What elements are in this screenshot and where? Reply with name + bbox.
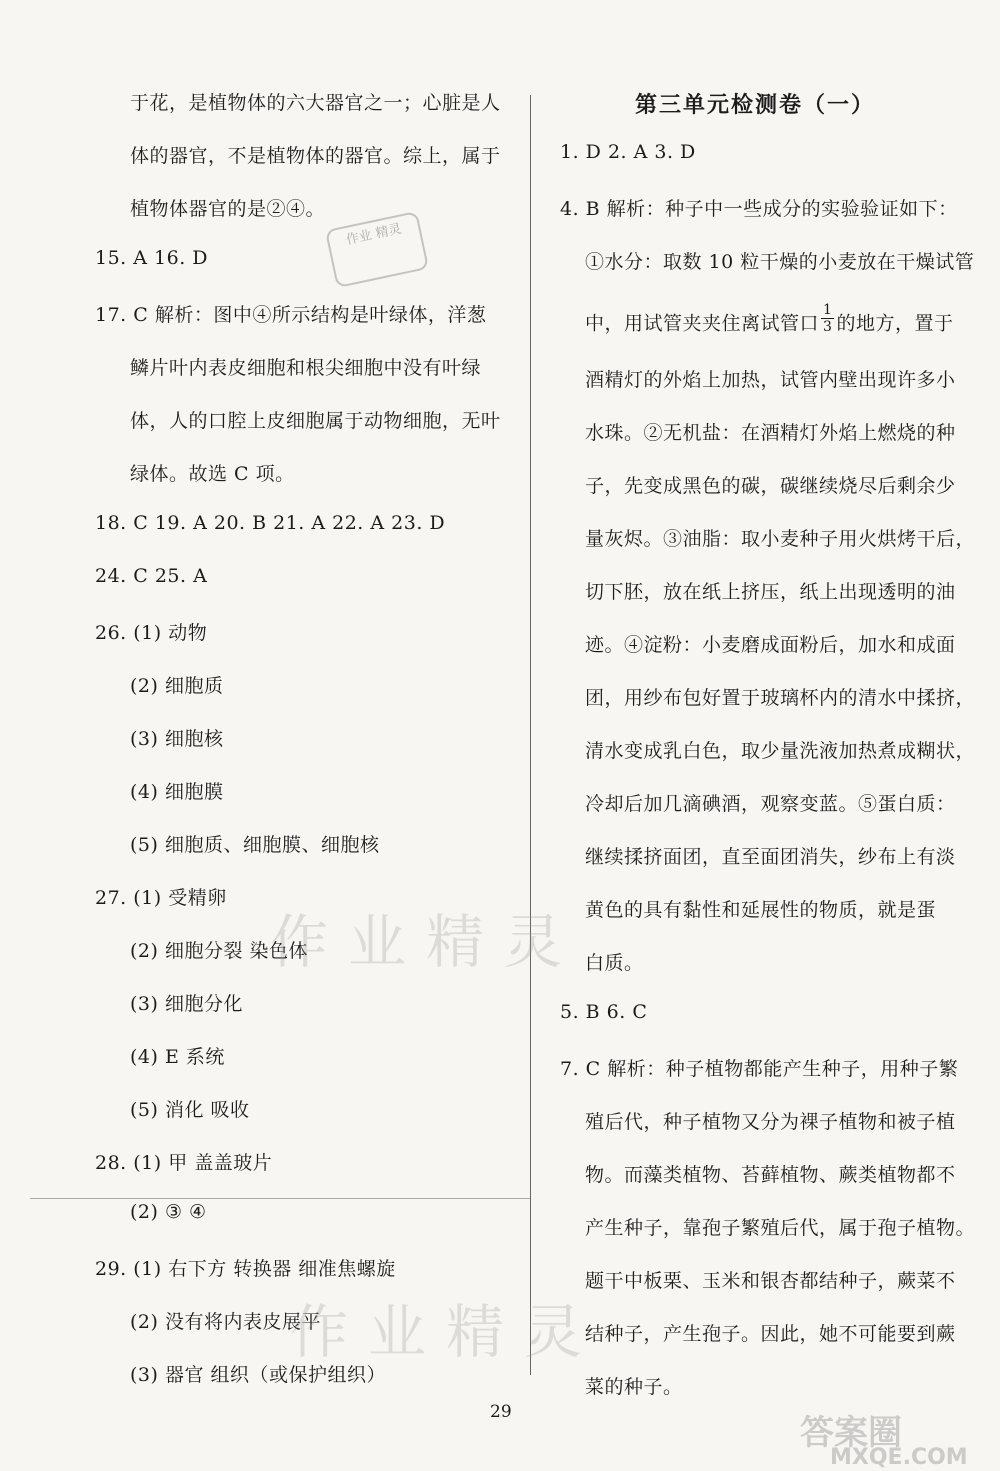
answer-line: 团，用纱布包好置于玻璃杯内的清水中揉挤， <box>585 687 976 709</box>
section-title: 第三单元检测卷（一） <box>635 92 876 118</box>
answer-line: (5) 细胞质、细胞膜、细胞核 <box>130 834 380 856</box>
corner-logo: 答案圈 <box>800 1413 902 1453</box>
fraction <box>821 302 834 335</box>
answer-line: 24. C 25. A <box>95 565 208 587</box>
answer-line: (4) 细胞膜 <box>130 781 224 803</box>
answer-line: (5) 消化 吸收 <box>130 1099 250 1121</box>
answer-line: 4. B 解析：种子中一些成分的实验验证如下： <box>560 198 958 220</box>
answer-line: (3) 细胞分化 <box>130 993 243 1015</box>
answer-line: (2) 细胞质 <box>130 675 224 697</box>
answer-line: 量灰烬。③油脂：取小麦种子用火烘烤干后， <box>585 528 976 550</box>
answer-line: 白质。 <box>585 952 644 974</box>
answer-line: 5. B 6. C <box>560 1001 648 1023</box>
answer-line: 菜的种子。 <box>585 1376 683 1398</box>
watermark: 作业精灵 <box>270 908 583 976</box>
text-segment: 中，用试管夹夹住离试管口 <box>585 312 820 335</box>
answer-line: 子，先变成黑色的碳，碳继续烧尽后剩余少 <box>585 475 956 497</box>
answer-line: 题干中板栗、玉米和银杏都结种子，蕨菜不 <box>585 1270 956 1292</box>
answer-line: (4) E 系统 <box>130 1046 225 1068</box>
answer-line: 物。而藻类植物、苔藓植物、蕨类植物都不 <box>585 1164 956 1186</box>
answer-line: 植物体器官的是②④。 <box>130 198 326 220</box>
answer-line: (2) ③ ④ <box>130 1201 207 1223</box>
answer-line-with-fraction <box>585 302 954 341</box>
answer-line: 体，人的口腔上皮细胞属于动物细胞，无叶 <box>130 410 501 432</box>
watermark: 作业精灵 <box>290 1298 603 1366</box>
watermark-stamp: 作业 精灵 <box>325 211 429 288</box>
answer-line: 水珠。②无机盐：在酒精灯外焰上燃烧的种 <box>585 422 956 444</box>
answer-line: 18. C 19. A 20. B 21. A 22. A 23. D <box>95 512 446 534</box>
answer-line: 产生种子，靠孢子繁殖后代，属于孢子植物。 <box>585 1217 976 1239</box>
answer-line: 7. C 解析：种子植物都能产生种子，用种子繁 <box>560 1058 959 1080</box>
answer-line: 殖后代，种子植物又分为裸子植物和被子植 <box>585 1111 956 1133</box>
answer-line: 28. (1) 甲 盖盖玻片 <box>95 1152 273 1174</box>
answer-line: 17. C 解析：图中④所示结构是叶绿体，洋葱 <box>95 304 487 326</box>
fraction-denominator: 3 <box>823 319 833 335</box>
answer-line: (3) 细胞核 <box>130 728 224 750</box>
column-divider <box>530 95 531 1375</box>
answer-line: 体的器官，不是植物体的器官。综上，属于 <box>130 145 501 167</box>
answer-line: 1. D 2. A 3. D <box>560 141 696 163</box>
answer-line: 酒精灯的外焰上加热，试管内壁出现许多小 <box>585 369 956 391</box>
answer-line: 27. (1) 受精卵 <box>95 887 227 909</box>
fraction-numerator: 1 <box>823 302 833 318</box>
answer-line: 于花，是植物体的六大器官之一；心脏是人 <box>130 92 501 114</box>
answer-line: 黄色的具有黏性和延展性的物质，就是蛋 <box>585 899 937 921</box>
answer-line: ①水分：取数 10 粒干燥的小麦放在干燥试管 <box>585 251 975 273</box>
answer-line: 29. (1) 右下方 转换器 细准焦螺旋 <box>95 1258 396 1280</box>
answer-line: 26. (1) 动物 <box>95 622 208 644</box>
answer-line: 切下胚，放在纸上挤压，纸上出现透明的油 <box>585 581 956 603</box>
page-number: 29 <box>490 1402 512 1422</box>
answer-line: 清水变成乳白色，取少量洗液加热煮成糊状， <box>585 740 976 762</box>
answer-line: 冷却后加几滴碘酒，观察变蓝。⑤蛋白质： <box>585 793 956 815</box>
answer-line: (2) 细胞分裂 染色体 <box>130 940 308 962</box>
corner-logo-url: MXQE.COM <box>830 1445 968 1470</box>
answer-line: 绿体。故选 C 项。 <box>130 463 295 485</box>
answer-line: (3) 器官 组织（或保护组织） <box>130 1364 386 1386</box>
answer-line: 结种子，产生孢子。因此，她不可能要到蕨 <box>585 1323 956 1345</box>
answer-line: (2) 没有将内表皮展平 <box>130 1311 321 1333</box>
answer-line: 15. A 16. D <box>95 247 209 269</box>
horizontal-rule <box>30 1198 530 1199</box>
text-segment: 的地方，置于 <box>836 312 954 335</box>
answer-line: 鳞片叶内表皮细胞和根尖细胞中没有叶绿 <box>130 357 482 379</box>
answer-line: 迹。④淀粉：小麦磨成面粉后，加水和成面 <box>585 634 956 656</box>
answer-line: 继续揉挤面团，直至面团消失，纱布上有淡 <box>585 846 956 868</box>
